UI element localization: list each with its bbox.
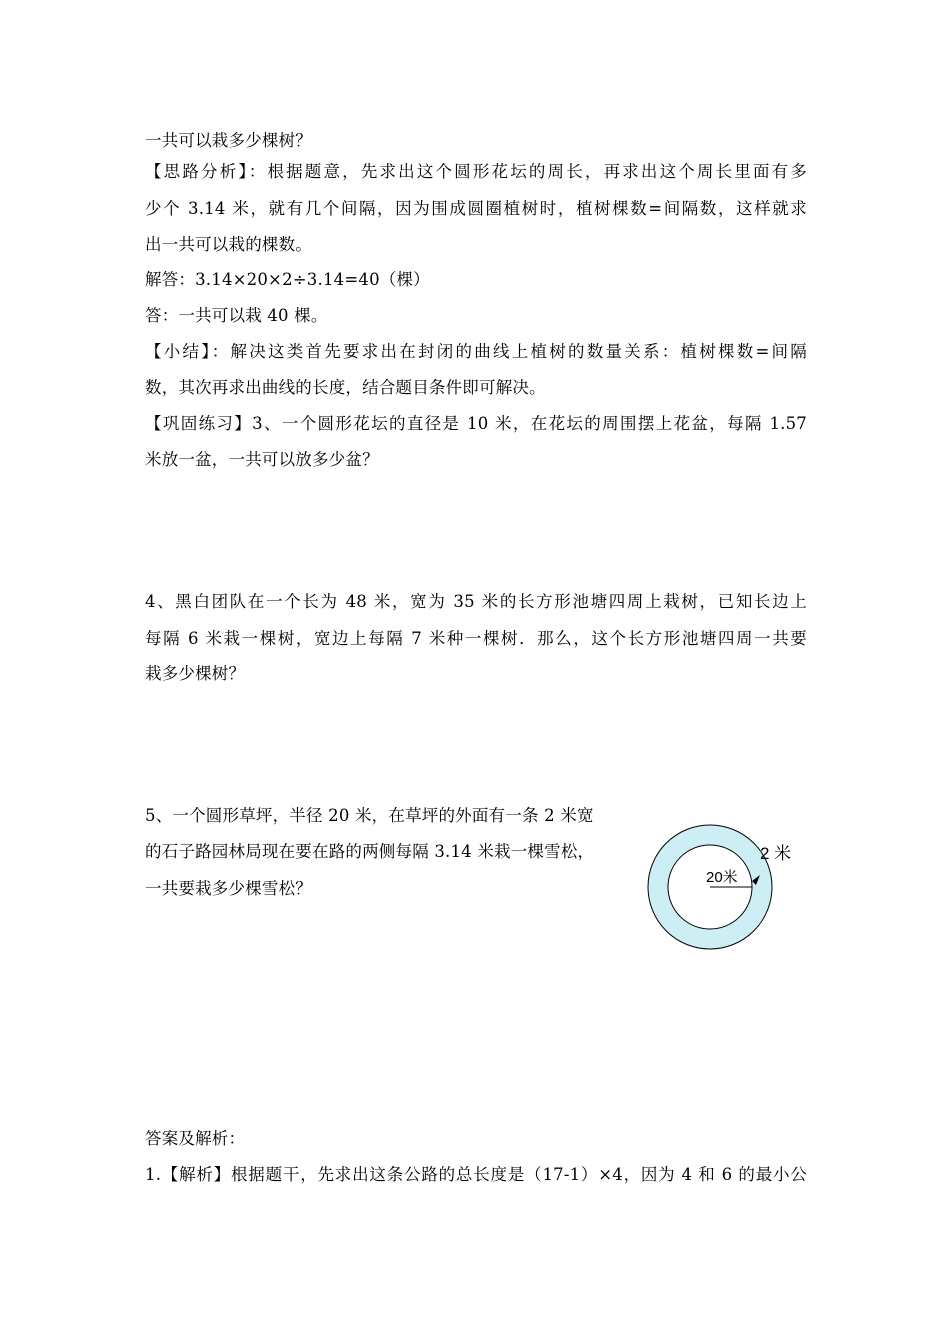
ring-diagram: [640, 815, 820, 960]
text-line: 答：一共可以栽 40 棵。: [145, 306, 328, 325]
text-line: 1.【解析】根据题干，先求出这条公路的总长度是（17-1）×4，因为 4 和 6 的最小公: [145, 1165, 807, 1184]
text-line: 【思路分析】：根据题意，先求出这个圆形花坛的周长，再求出这个周长里面有多: [145, 162, 807, 181]
text-line: 4、黑白团队在一个长为 48 米，宽为 35 米的长方形池塘四周上栽树，已知长边上: [145, 592, 807, 611]
text-line: 米放一盆，一共可以放多少盆？: [145, 450, 379, 469]
text-line: 出一共可以栽的棵数。: [145, 235, 312, 254]
text-line: 【巩固练习】3、一个圆形花坛的直径是 10 米，在花坛的周围摆上花盆，每隔 1.57: [145, 414, 807, 433]
text-line: 的石子路园林局现在要在路的两侧每隔 3.14 米栽一棵雪松，: [145, 842, 595, 861]
text-line: 栽多少棵树？: [145, 664, 246, 683]
path-width-label: 2 米: [760, 844, 792, 863]
text-line: 少个 3.14 米，就有几个间隔，因为围成圆圈植树时，植树棵数=间隔数，这样就求: [145, 199, 807, 218]
text-line: 一共可以栽多少棵树？: [145, 131, 312, 150]
text-line: 【小结】：解决这类首先要求出在封闭的曲线上植树的数量关系：植树棵数=间隔: [145, 342, 807, 361]
text-line: 每隔 6 米栽一棵树，宽边上每隔 7 米种一棵树．那么，这个长方形池塘四周一共要: [145, 629, 807, 648]
text-line: 答案及解析：: [145, 1129, 246, 1148]
text-line: 一共要栽多少棵雪松？: [145, 879, 312, 898]
text-line: 解答：3.14×20×2÷3.14=40（棵）: [145, 270, 430, 289]
text-line: 数，其次再求出曲线的长度，结合题目条件即可解决。: [145, 378, 546, 397]
text-line: 5、一个圆形草坪，半径 20 米，在草坪的外面有一条 2 米宽: [145, 806, 594, 825]
inner-radius-label: 20米: [706, 869, 738, 886]
